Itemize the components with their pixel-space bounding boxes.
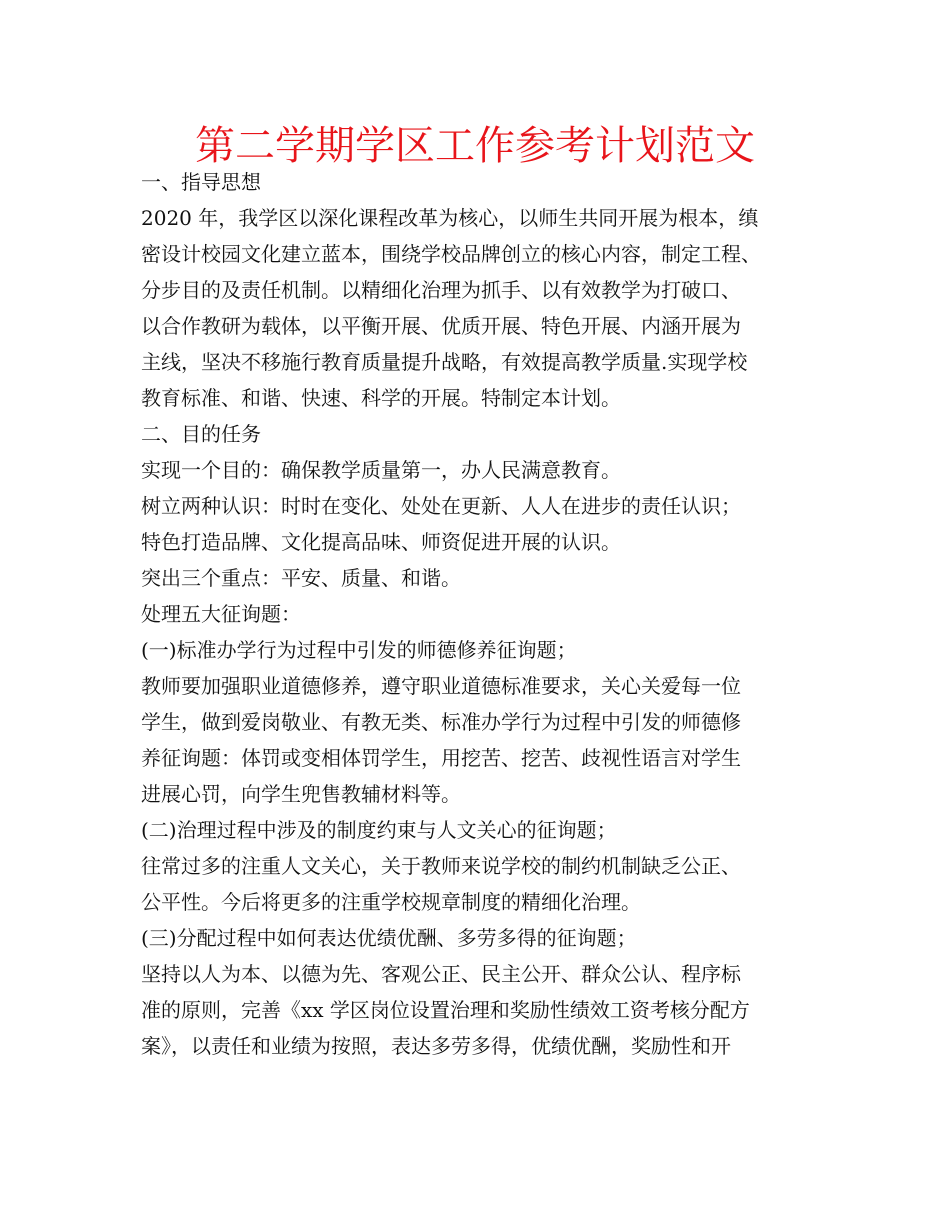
paragraph-line: 学生，做到爱岗敬业、有教无类、标准办学行为过程中引发的师德修: [141, 710, 741, 734]
paragraph-line: 公平性。今后将更多的注重学校规章制度的精细化治理。: [141, 890, 641, 914]
section-heading: 二、目的任务: [141, 422, 261, 446]
paragraph-line: 坚持以人为本、以德为先、客观公正、民主公开、群众公认、程序标: [141, 962, 741, 986]
paragraph-line: 分步目的及责任机制。以精细化治理为抓手、以有效教学为打破口、: [141, 278, 741, 302]
document-body: [141, 164, 831, 1064]
paragraph-line: 树立两种认识：时时在变化、处处在更新、人人在进步的责任认识；: [141, 494, 741, 518]
subsection-heading: (三)分配过程中如何表达优绩优酬、多劳多得的征询题；: [141, 926, 637, 950]
paragraph-line: 主线，坚决不移施行教育质量提升战略，有效提高教学质量.实现学校: [141, 350, 748, 374]
paragraph-line: 进展心罚，向学生兜售教辅材料等。: [141, 782, 461, 806]
subsection-heading: (二)治理过程中涉及的制度约束与人文关心的征询题；: [141, 818, 617, 842]
paragraph-line: 实现一个目的：确保教学质量第一，办人民满意教育。: [141, 458, 621, 482]
paragraph-line: 教育标准、和谐、快速、科学的开展。特制定本计划。: [141, 386, 621, 410]
paragraph-line: 处理五大征询题：: [141, 602, 301, 626]
paragraph-line: 案》，以责任和业绩为按照，表达多劳多得，优绩优酬，奖励性和开: [141, 1034, 731, 1058]
paragraph-line: 养征询题：体罚或变相体罚学生，用挖苦、挖苦、歧视性语言对学生: [141, 746, 741, 770]
section-heading: 一、指导思想: [141, 170, 261, 194]
paragraph-line: 密设计校园文化建立蓝本，围绕学校品牌创立的核心内容，制定工程、: [141, 242, 761, 266]
paragraph-line: 教师要加强职业道德修养，遵守职业道德标准要求，关心关爱每一位: [141, 674, 741, 698]
paragraph-line: 以合作教研为载体，以平衡开展、优质开展、特色开展、内涵开展为: [141, 314, 741, 338]
paragraph-line: 准的原则，完善《xx 学区岗位设置治理和奖励性绩效工资考核分配方: [141, 998, 750, 1022]
paragraph-line: 2020 年，我学区以深化课程改革为核心，以师生共同开展为根本，缜: [141, 206, 759, 230]
paragraph-line: 特色打造品牌、文化提高品味、师资促进开展的认识。: [141, 530, 621, 554]
document-title: 第二学期学区工作参考计划范文: [195, 123, 755, 169]
paragraph-line: 往常过多的注重人文关心，关于教师来说学校的制约机制缺乏公正、: [141, 854, 741, 878]
paragraph-line: 突出三个重点：平安、质量、和谐。: [141, 566, 461, 590]
subsection-heading: (一)标准办学行为过程中引发的师德修养征询题；: [141, 638, 577, 662]
